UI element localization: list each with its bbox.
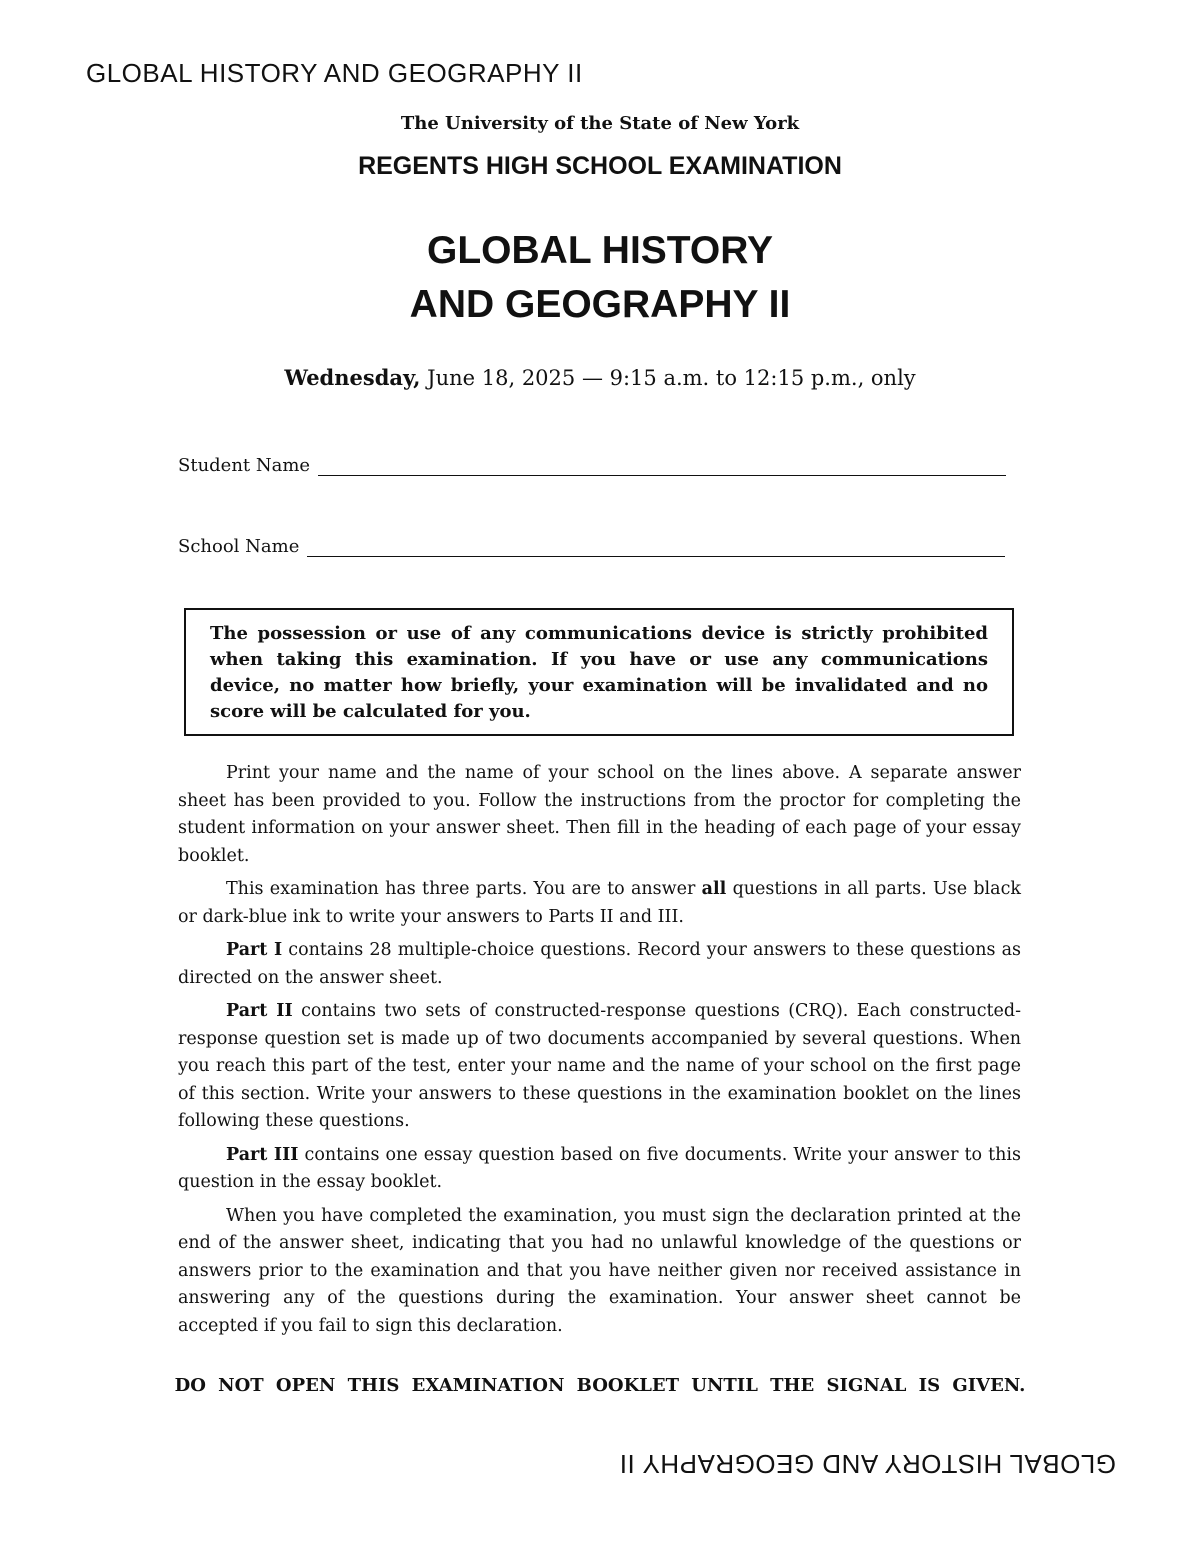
instruction-text: questions in all parts. Use black or dark-blue ink to write your answers to Parts II and III. [178, 879, 1021, 927]
title-line-2: AND GEOGRAPHY II [409, 283, 791, 326]
exam-type: REGENTS HIGH SCHOOL EXAMINATION [358, 152, 842, 180]
instruction-emphasis: all [701, 879, 727, 899]
part-label: Part I [226, 940, 283, 960]
school-name-label: School Name [178, 536, 300, 557]
device-notice-text: The possession or use of any communications device is strictly prohibited when taking this examination. If you have or use any communications device, no matter how briefly, your examination will be invalidated and no score will be calculated for you. [210, 623, 988, 722]
flipped-corner-title: GLOBAL HISTORY AND GEOGRAPHY II [619, 1449, 1116, 1479]
instruction-text: contains two sets of constructed-response questions (CRQ). Each constructed-response question set is made up of two documents accompanied by several questions. When you reach this part of the test, enter your name and the name of your school on the first page of this section. Write your answers to these questions in the examination booklet on the lines following these questions. [178, 1001, 1022, 1131]
instruction-paragraph [178, 760, 1021, 870]
corner-title: GLOBAL HISTORY AND GEOGRAPHY II [86, 58, 583, 88]
student-name-row [178, 455, 1006, 476]
instruction-paragraph [178, 937, 1021, 992]
exam-schedule [0, 365, 1200, 390]
instruction-paragraph [178, 876, 1021, 931]
part-label: Part III [226, 1144, 299, 1165]
device-notice-box [184, 608, 1014, 736]
exam-time: June 18, 2025 — 9:15 a.m. to 12:15 p.m., only [420, 366, 916, 390]
school-name-row [178, 536, 1005, 557]
instruction-text: This examination has three parts. You are to answer [226, 879, 702, 899]
part-label: Part II [226, 1001, 293, 1021]
instruction-paragraph [178, 1203, 1021, 1341]
instruction-text: contains 28 multiple-choice questions. Record your answers to these questions as directed on the answer sheet. [178, 940, 1021, 988]
school-name-line[interactable] [307, 538, 1005, 557]
university-name: The University of the State of New York [400, 113, 800, 134]
exam-day: Wednesday, [284, 365, 421, 390]
student-name-label: Student Name [178, 455, 311, 476]
instruction-paragraph [178, 1142, 1021, 1197]
do-not-open-warning: DO NOT OPEN THIS EXAMINATION BOOKLET UNTIL THE SIGNAL IS GIVEN. [174, 1375, 1026, 1396]
page-title [0, 224, 1200, 332]
instruction-text: contains one essay question based on five documents. Write your answer to this question in the essay booklet. [178, 1144, 1021, 1192]
instructions [178, 760, 1021, 1346]
title-line-1: GLOBAL HISTORY [427, 229, 773, 272]
instruction-paragraph [178, 998, 1021, 1136]
student-name-line[interactable] [318, 457, 1006, 476]
instruction-text: Print your name and the name of your school on the lines above. A separate answer sheet has been provided to you. Follow the instructions from the proctor for completing the student information on your answer sheet. Then fill in the heading of each page of your essay booklet. [178, 763, 1021, 866]
instruction-text: When you have completed the examination, you must sign the declaration printed at the end of the answer sheet, indicating that you had no unlawful knowledge of the questions or answers prior to the examination and that you have neither given nor received assistance in answering any of the questions during the examination. Your answer sheet cannot be accepted if you fail to sign this declaration. [178, 1205, 1021, 1336]
